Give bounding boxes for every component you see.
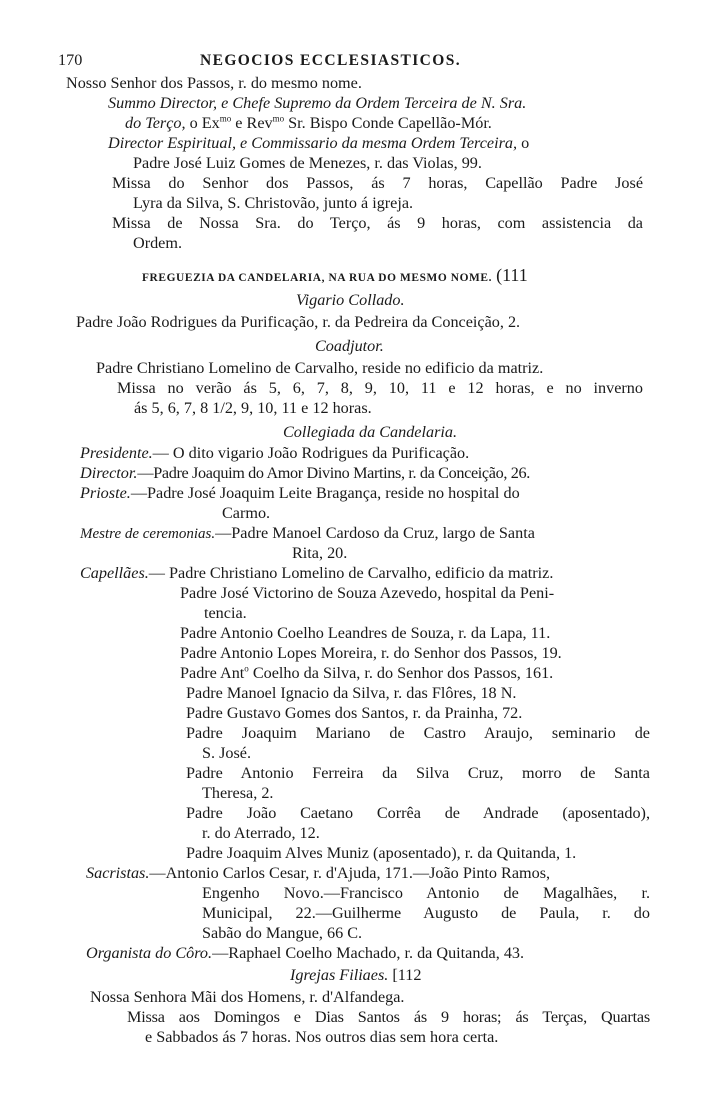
filial-missa-cont: e Sabbados ás 7 horas. Nos outros dias sem hora certa. [145, 1028, 499, 1046]
capellao-item-cont: r. do Aterrado, 12. [202, 824, 320, 842]
coadjutor-text: Padre Christiano Lomelino de Carvalho, reside no edificio da matriz. [96, 359, 544, 377]
missa-passos-cont: Lyra da Silva, S. Christovão, junto á igreja. [133, 194, 414, 212]
summo-director-line [108, 94, 643, 113]
freguezia-heading: FREGUEZIA DA CANDELARIA, NA RUA DO MESMO NOME. (111 [142, 265, 528, 285]
capellao-item: Padre Joaquim Alves Muniz (aposentado), r. da Quitanda, 1. [186, 844, 577, 862]
mestre-cont: Rita, 20. [292, 544, 348, 562]
capellao-item: Padre José Victorino de Souza Azevedo, hospital da Peni- [180, 584, 555, 602]
missa-terco-line: Missa de Nossa Sra. do Terço, ás 9 horas, com assistencia da [112, 214, 643, 232]
capellao-item: Padre Antonio Coelho Leandres de Souza, r. da Lapa, 11. [180, 624, 551, 642]
sacristas-cont: Sabão do Mangue, 66 C. [202, 924, 363, 942]
vigario-text: Padre João Rodrigues da Purificação, r. da Pedreira da Conceição, 2. [76, 313, 521, 331]
filial-church-line: Nossa Senhora Mãi dos Homens, r. d'Alfandega. [90, 988, 405, 1006]
missa-horarios-cont: ás 5, 6, 7, 8 1/2, 9, 10, 11 e 12 horas. [134, 399, 372, 417]
capellao-item: Padre Antonio Lopes Moreira, r. do Senhor dos Passos, 19. [180, 644, 562, 662]
vigario-label: Vigario Collado. [296, 291, 405, 309]
missa-terco-cont: Ordem. [133, 234, 182, 252]
capellao-item-cont: tencia. [204, 604, 247, 622]
prioste-cont: Carmo. [222, 504, 271, 522]
filial-missa-line: Missa aos Domingos e Dias Santos ás 9 horas; ás Terças, Quartas [127, 1008, 650, 1026]
summo-director-label: Summo Director, e Chefe Supremo da Ordem Terceira de N. Sra. [108, 94, 527, 112]
capellao-item-cont: Theresa, 2. [202, 784, 274, 802]
capellao-item: Padre João Caetano Corrêa de Andrade (aposentado), [186, 804, 650, 822]
capellao-item: Padre Gustavo Gomes dos Santos, r. da Prainha, 72. [186, 704, 523, 722]
capellao-item: Padre Antonio Ferreira da Silva Cruz, morro de Santa [186, 764, 650, 782]
summo-director-cont: do Terço, o $Ex^{mo}$ e Rev$^{mo}$ Sr. Bispo Conde Capellão-Mór. [125, 113, 492, 132]
capellao-item: Padre Joaquim Mariano de Castro Araujo, seminario de [186, 724, 650, 742]
capellao-item: Padre Ant$^o$ Coelho da Silva, r. do Senhor dos Passos, 161. [180, 663, 554, 682]
organista-line: Organista do Côro.—Raphael Coelho Machado, r. da Quitanda, 43. [86, 944, 525, 962]
mestre-line: Mestre de ceremonias.—Padre Manoel Cardoso da Cruz, largo de Santa [80, 524, 535, 542]
missa-passos-line: Missa do Senhor dos Passos, ás 7 horas, Capellão Padre José [112, 174, 643, 192]
director-line: Director.—Padre Joaquim do Amor Divino Martins, r. da Conceição, 26. [80, 464, 530, 482]
collegiada-title: Collegiada da Candelaria. [283, 423, 458, 441]
church-line: Nosso Senhor dos Passos, r. do mesmo nome. [66, 74, 362, 92]
director-espiritual-name: Padre José Luiz Gomes de Menezes, r. das Violas, 99. [133, 154, 482, 172]
page-number: 170 [58, 51, 83, 69]
director-espiritual-line: Director Espiritual, e Commissario da mesma Ordem Terceira, o [108, 134, 530, 152]
running-title: NEGOCIOS ECCLESIASTICOS. [200, 52, 462, 69]
capellao-item: Padre Manoel Ignacio da Silva, r. das Flôres, 18 N. [186, 684, 517, 702]
sacristas-line: Sacristas.—Antonio Carlos Cesar, r. d'Ajuda, 171.—João Pinto Ramos, [86, 864, 551, 882]
coadjutor-label: Coadjutor. [315, 337, 384, 355]
presidente-line: Presidente.— O dito vigario João Rodrigues da Purificação. [80, 444, 470, 462]
prioste-line: Prioste.—Padre José Joaquim Leite Bragança, reside no hospital do [80, 484, 520, 502]
sacristas-cont: Engenho Novo.—Francisco Antonio de Magalhães, r. [202, 884, 650, 902]
igrejas-filiaes-heading: Igrejas Filiaes. [112 [290, 966, 422, 984]
capellao-item-cont: S. José. [202, 744, 252, 762]
missa-horarios-line: Missa no verão ás 5, 6, 7, 8, 9, 10, 11 e 12 horas, e no inverno [117, 379, 643, 397]
capellaes-line: Capellães.— Padre Christiano Lomelino de Carvalho, edificio da matriz. [80, 564, 554, 582]
sacristas-cont: Municipal, 22.—Guilherme Augusto de Paula, r. do [202, 904, 650, 922]
